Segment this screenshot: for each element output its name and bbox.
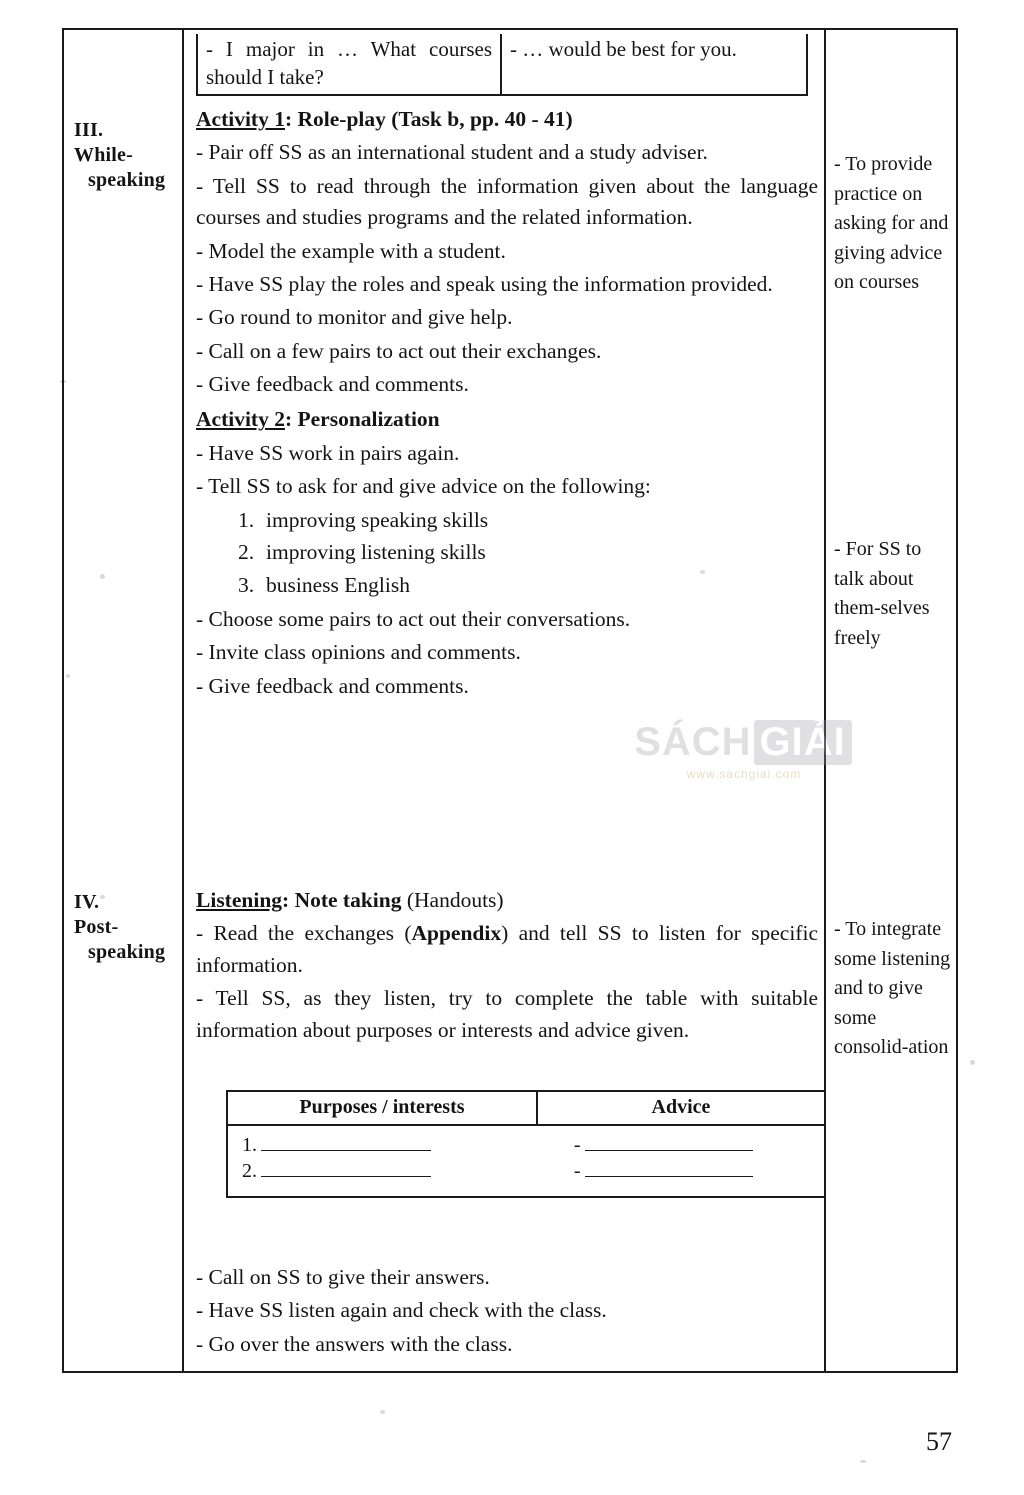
stage-word-2: speaking — [88, 941, 166, 964]
row-number-cell — [228, 1159, 538, 1183]
list-item-label: improving speaking skills — [266, 507, 489, 532]
scan-speck — [860, 1460, 866, 1463]
stage-word-1: Post- — [74, 916, 119, 939]
aims-column — [826, 30, 956, 1371]
list-item — [238, 570, 818, 601]
step-line: - Tell SS, as they listen, try to complete the table with suitable information about purposes or interests and advice given. — [196, 986, 818, 1042]
list-item-label: business English — [266, 572, 410, 597]
aim-text: - To provide practice on asking for and giving advice on courses — [834, 153, 949, 294]
listening-rest-bold: : Note taking — [282, 888, 402, 912]
exchange-example-table — [196, 34, 808, 96]
step-line: - Pair off SS as an international student and a study adviser. — [196, 140, 708, 165]
list-item-number: 3. — [238, 572, 255, 597]
column-header-advice: Advice — [651, 1096, 711, 1118]
step-line: - Give feedback and comments. — [196, 673, 469, 698]
step-line: - Call on SS to give their answers. — [196, 1265, 490, 1289]
note-taking-body — [228, 1126, 824, 1196]
step-line: - Call on a few pairs to act out their exchanges. — [196, 338, 602, 363]
watermark-text-box: GIẢI — [754, 720, 852, 765]
aim-text: - To integrate some listening and to give some consolid-ation — [834, 918, 951, 1059]
procedure-column — [184, 30, 846, 1371]
answer-blank[interactable] — [585, 1133, 753, 1151]
step-line: - Invite class opinions and comments. — [196, 640, 521, 665]
stage-word-2: speaking — [88, 169, 166, 192]
post-speaking-body — [196, 885, 818, 1048]
activity-1-rest: : Role-play (Task b, pp. 40 - 41) — [284, 107, 573, 131]
note-taking-header-row — [228, 1092, 824, 1126]
scan-speck — [380, 1410, 385, 1414]
aim-entry — [834, 535, 952, 653]
step-line: - Choose some pairs to act out their conversations. — [196, 607, 631, 632]
page-number: 57 — [926, 1427, 952, 1456]
stage-post-speaking — [74, 890, 165, 966]
advice-topic-list — [196, 505, 818, 601]
step-line: - Tell SS to read through the information given about the language courses and studies programs and the related information. — [196, 173, 818, 230]
step-line: - Have SS listen again and check with the class. — [196, 1298, 607, 1323]
step-text-b: ) and tell SS to listen for specific information. — [196, 921, 818, 977]
aim-entry — [834, 915, 952, 1063]
list-item-label: improving listening skills — [266, 540, 486, 565]
scan-speck — [970, 1060, 975, 1065]
stage-word-1: While- — [74, 144, 133, 167]
answer-blank[interactable] — [585, 1159, 753, 1177]
table-row — [228, 1132, 824, 1158]
step-text-a: - Read the exchanges ( — [196, 921, 412, 946]
aim-entry — [834, 150, 952, 298]
row-number: 2. — [242, 1160, 257, 1182]
listening-heading — [196, 885, 818, 916]
post-speaking-closing — [196, 1262, 818, 1362]
while-speaking-body — [196, 104, 818, 704]
list-item-number: 1. — [238, 507, 255, 532]
watermark-text-left: SÁCH — [634, 720, 752, 764]
activity-2-rest: : Personalization — [284, 407, 440, 432]
answer-blank[interactable] — [261, 1133, 431, 1151]
listening-rest: (Handouts) — [401, 888, 504, 912]
note-taking-table — [226, 1090, 826, 1198]
advice-cell — [538, 1159, 824, 1183]
exchange-adviser-line: - … would be best for you. — [510, 37, 737, 61]
listening-label: Listening — [196, 888, 283, 912]
step-line: - Have SS play the roles and speak using the information provided. — [196, 271, 773, 296]
exchange-student-line: - I major in … What courses should I take? — [198, 34, 502, 94]
row-number-cell — [228, 1133, 538, 1157]
stage-while-speaking — [74, 118, 165, 194]
dash-mark: - — [573, 1160, 581, 1182]
stage-number: IV. — [74, 891, 100, 913]
activity-2-heading — [196, 404, 818, 435]
activity-1-heading — [196, 104, 818, 135]
step-line — [196, 918, 818, 981]
list-item — [238, 505, 818, 536]
watermark-subtext: www.sachgiai.com — [686, 767, 802, 781]
dash-mark: - — [573, 1134, 581, 1156]
step-line: - Tell SS to ask for and give advice on the following: — [196, 474, 651, 499]
step-line: - Go round to monitor and give help. — [196, 305, 513, 330]
lesson-plan-table — [62, 28, 958, 1373]
aim-text: - For SS to talk about them-selves freely — [834, 538, 930, 649]
step-line: - Go over the answers with the class. — [196, 1331, 513, 1356]
step-line: - Have SS work in pairs again. — [196, 440, 460, 465]
row-number: 1. — [242, 1134, 257, 1156]
list-item-number: 2. — [238, 540, 255, 565]
activity-2-label: Activity 2 — [196, 407, 285, 432]
appendix-label: Appendix — [411, 921, 502, 946]
stage-column — [64, 30, 184, 1371]
step-line: - Give feedback and comments. — [196, 372, 469, 396]
table-row — [228, 1158, 824, 1184]
advice-cell — [538, 1133, 824, 1157]
answer-blank[interactable] — [261, 1159, 431, 1177]
column-header-purposes: Purposes / interests — [228, 1092, 538, 1124]
step-line: - Model the example with a student. — [196, 238, 506, 263]
list-item — [238, 537, 818, 568]
stage-number: III. — [74, 119, 104, 141]
activity-1-label: Activity 1 — [196, 107, 285, 131]
